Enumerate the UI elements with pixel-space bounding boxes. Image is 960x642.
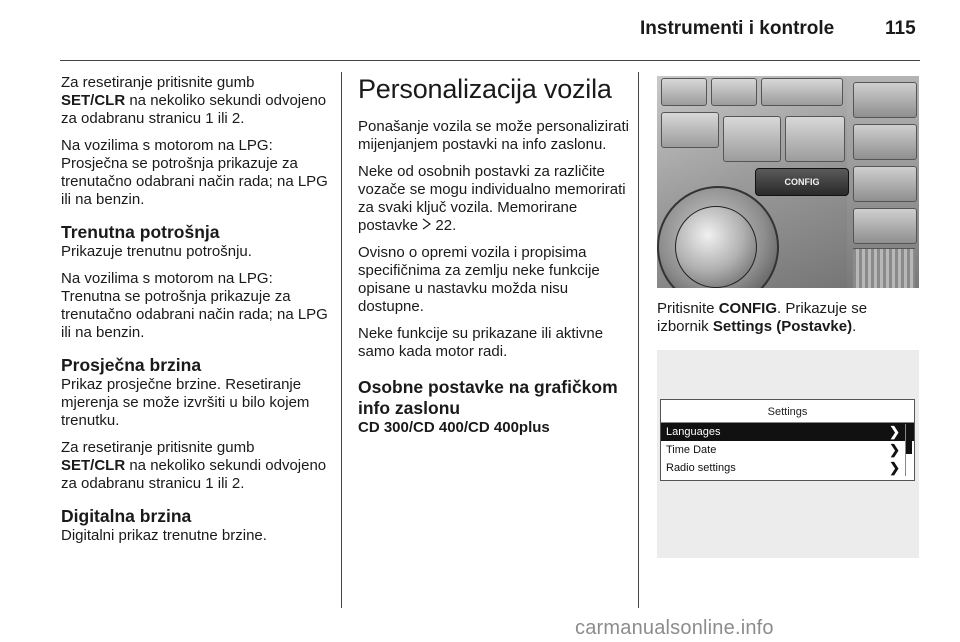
multifunction-knob <box>675 206 757 288</box>
side-button <box>853 208 917 244</box>
paragraph-press-config: Pritisnite CONFIG. Prikazuje se izbornik Settings (Postavke). <box>657 300 868 335</box>
column-right-text <box>657 300 919 345</box>
heading-digital-speed: Digitalna brzina <box>61 506 192 526</box>
panel-button <box>711 78 757 106</box>
panel-button <box>661 112 719 148</box>
panel-button <box>785 116 845 162</box>
paragraph-engine: Neke funkcije su prikazane ili aktivne samo kada motor radi. <box>358 325 604 360</box>
paragraph-digital-speed: Digitalni prikaz trenutne brzine. <box>61 527 267 544</box>
page-reference-arrow-icon <box>422 217 431 234</box>
column-divider-1 <box>341 72 342 608</box>
settings-title: Settings <box>767 406 808 418</box>
keyword-config: CONFIG <box>718 300 778 317</box>
paragraph-reset-1: Za resetiranje pritisnite gumb SET/CLR na nekoliko sekundi odvojeno za odabranu stranicu 1 ili 2. <box>61 74 327 127</box>
column-middle <box>358 74 630 437</box>
column-divider-2 <box>638 72 639 608</box>
panel-button <box>761 78 843 106</box>
heading-current-consumption: Trenutna potrošnja <box>61 222 220 242</box>
watermark: carmanualsonline.info <box>575 617 774 639</box>
keyword-set-clr: SET/CLR <box>61 457 126 474</box>
heading-average-speed: Prosječna brzina <box>61 355 202 375</box>
panel-button <box>661 78 707 106</box>
chevron-right-icon: ❯ <box>889 460 900 475</box>
settings-scrollbar <box>905 424 912 476</box>
chevron-right-icon: ❯ <box>889 442 900 457</box>
paragraph-reset-2: Za resetiranje pritisnite gumb SET/CLR na nekoliko sekundi odvojeno za odabranu stranicu 1 ili 2. <box>61 439 327 492</box>
settings-item-time-date: Time Date ❯ <box>666 442 900 457</box>
paragraph-equipment: Ovisno o opremi vozila i propisima specifičnima za zemlju neke funkcije opisane u nastavku možda nisu dostupne. <box>358 244 600 315</box>
paragraph-intro: Ponašanje vozila se može personalizirati mijenjanjem postavki na info zaslonu. <box>358 118 629 153</box>
page-number: 115 <box>885 18 916 39</box>
paragraph-lpg-current: Na vozilima s motorom na LPG: Trenutna se potrošnja prikazuje za trenutačno odabrani način rada; na LPG ili na benzin. <box>61 270 328 341</box>
settings-menu <box>660 399 915 481</box>
control-panel-photo <box>657 76 919 288</box>
model-label: CD 300/CD 400/CD 400plus <box>358 419 550 436</box>
header-rule <box>60 60 920 61</box>
settings-item-radio-settings: Radio settings ❯ <box>666 460 900 475</box>
settings-screen-illustration <box>657 350 919 558</box>
header-title: Instrumenti i kontrole <box>640 18 835 39</box>
column-left <box>61 74 333 554</box>
paragraph-average-speed: Prikaz prosječne brzine. Resetiranje mjerenja se može izvršiti u bilo kojem trenutku. <box>61 376 310 429</box>
settings-item-languages: Languages ❯ <box>661 423 914 441</box>
paragraph-memorized: Neke od osobnih postavki za različite vozače se mogu individualno memorirati za svaki ključ vozila. Memorirane postavke 22. <box>358 163 626 234</box>
chevron-right-icon: ❯ <box>889 424 900 439</box>
air-vent <box>853 248 915 288</box>
config-button: CONFIG <box>755 168 849 196</box>
side-button <box>853 82 917 118</box>
scrollbar-thumb <box>906 424 912 454</box>
keyword-settings: Settings (Postavke) <box>712 318 853 335</box>
paragraph-lpg-avg: Na vozilima s motorom na LPG: Prosječna se potrošnja prikazuje za trenutačno odabrani način rada; na LPG ili na benzin. <box>61 137 328 208</box>
panel-button <box>723 116 781 162</box>
side-button <box>853 124 917 160</box>
section-title: Personalizacija vozila <box>358 74 612 104</box>
keyword-set-clr: SET/CLR <box>61 92 126 109</box>
paragraph-current-consumption: Prikazuje trenutnu potrošnju. <box>61 243 252 260</box>
subheading-graphic-info: Osobne postavke na grafičkom info zaslonu <box>358 377 618 418</box>
side-button <box>853 166 917 202</box>
